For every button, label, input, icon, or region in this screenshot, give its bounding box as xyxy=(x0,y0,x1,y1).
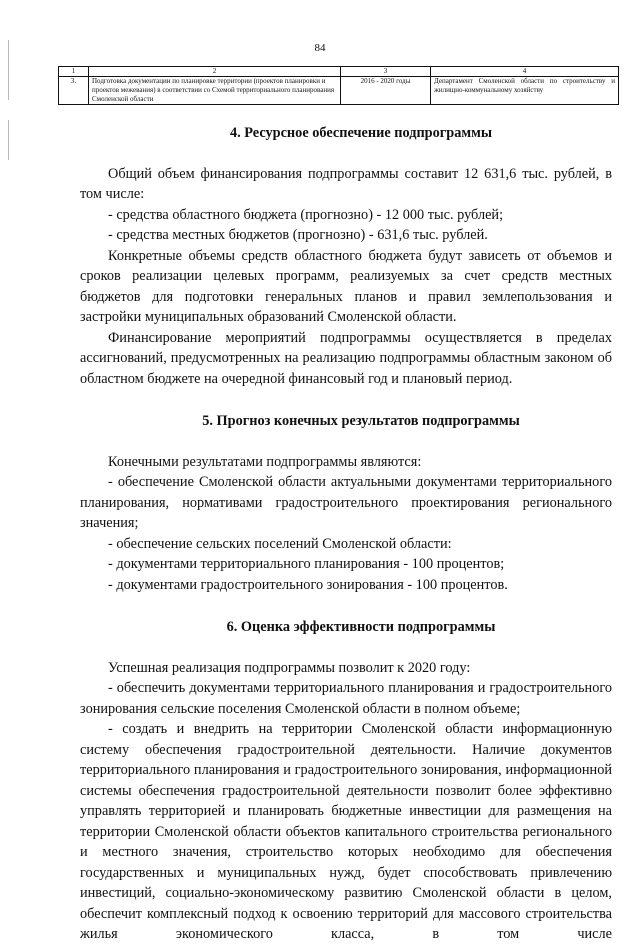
table-header-cell: 1 xyxy=(59,67,89,77)
paragraph: Успешная реализация подпрограммы позволит к 2020 году: xyxy=(108,659,471,676)
paragraph: - обеспечить документами территориального планирования и градостроительного зонирования сельские поселения Смоленской области в полном объеме; xyxy=(80,680,612,717)
row-activity: Подготовка документации по планировке территории (проектов планировки и проектов межевания) в соответствии со Схемой территориального планирования Смоленской области xyxy=(89,77,341,105)
section-5-heading: 5. Прогноз конечных результатов подпрограммы xyxy=(202,413,520,429)
paragraph: - средства местных бюджетов (прогнозно) - 631,6 тыс. рублей. xyxy=(108,227,488,243)
section-6-heading: 6. Оценка эффективности подпрограммы xyxy=(226,619,496,635)
scan-margin-mark xyxy=(8,120,9,160)
document-body xyxy=(80,123,612,945)
paragraph: Конечными результатами подпрограммы являются: xyxy=(108,453,422,470)
paragraph: - средства областного бюджета (прогнозно) - 12 000 тыс. рублей; xyxy=(108,206,504,223)
row-number: 3. xyxy=(59,77,89,105)
table-header-cell: 3 xyxy=(341,67,431,77)
row-executor: Департамент Смоленской области по строительству и жилищно-коммунальному хозяйству xyxy=(431,77,619,105)
paragraph: Конкретные объемы средств областного бюджета будут зависеть от объемов и сроков реализации целевых программ, реализуемых за счет средств местных бюджетов для подготовки генеральных планов и правил землепользования и застройки муниципальных образований Смоленской области. xyxy=(80,247,612,325)
paragraph: - обеспечение Смоленской области актуальными документами территориального планирования, нормативами градостроительного проектирования регионального значения; xyxy=(80,474,612,531)
section-4-heading: 4. Ресурсное обеспечение подпрограммы xyxy=(229,125,493,141)
paragraph: Финансирование мероприятий подпрограммы осуществляется в пределах ассигнований, предусмотренных на реализацию подпрограммы областным законом об областном бюджете на очередной финансовый год и плановый период. xyxy=(80,329,612,387)
paragraph: - создать и внедрить на территории Смоленской области информационную систему обеспечения градостроительной деятельности. Наличие документов территориального планирования и градостроительного зонирования, информационной системы обеспечения градостроительной деятельности позволит более эффективно управлять территорией и планировать бюджетные инвестиции для размещения на территории Смоленской области объектов капитального строительства регионального и местного значения, строительство которых необходимо для обеспечения государственных и муниципальных нужд, будет способствовать привлечению инвестиций, социально-экономическому развитию Смоленской области в целом, обеспечит комплексный подход к освоению территорий для массового строительства жилья экономического класса, в том числе xyxy=(80,721,612,942)
page-number: 84 xyxy=(314,42,326,54)
row-period: 2016 - 2020 годы xyxy=(341,77,431,105)
paragraph: - обеспечение сельских поселений Смоленской области: xyxy=(108,535,452,552)
paragraph: - документами территориального планирования - 100 процентов; xyxy=(108,556,505,572)
table-header-row xyxy=(59,67,619,77)
paragraph: - документами градостроительного зонирования - 100 процентов. xyxy=(108,576,508,593)
table-header-cell: 4 xyxy=(431,67,619,77)
plan-table xyxy=(58,66,619,105)
paragraph: Общий объем финансирования подпрограммы составит 12 631,6 тыс. рублей, в том числе: xyxy=(80,165,612,202)
table-header-cell: 2 xyxy=(89,67,341,77)
table-row xyxy=(59,77,619,105)
